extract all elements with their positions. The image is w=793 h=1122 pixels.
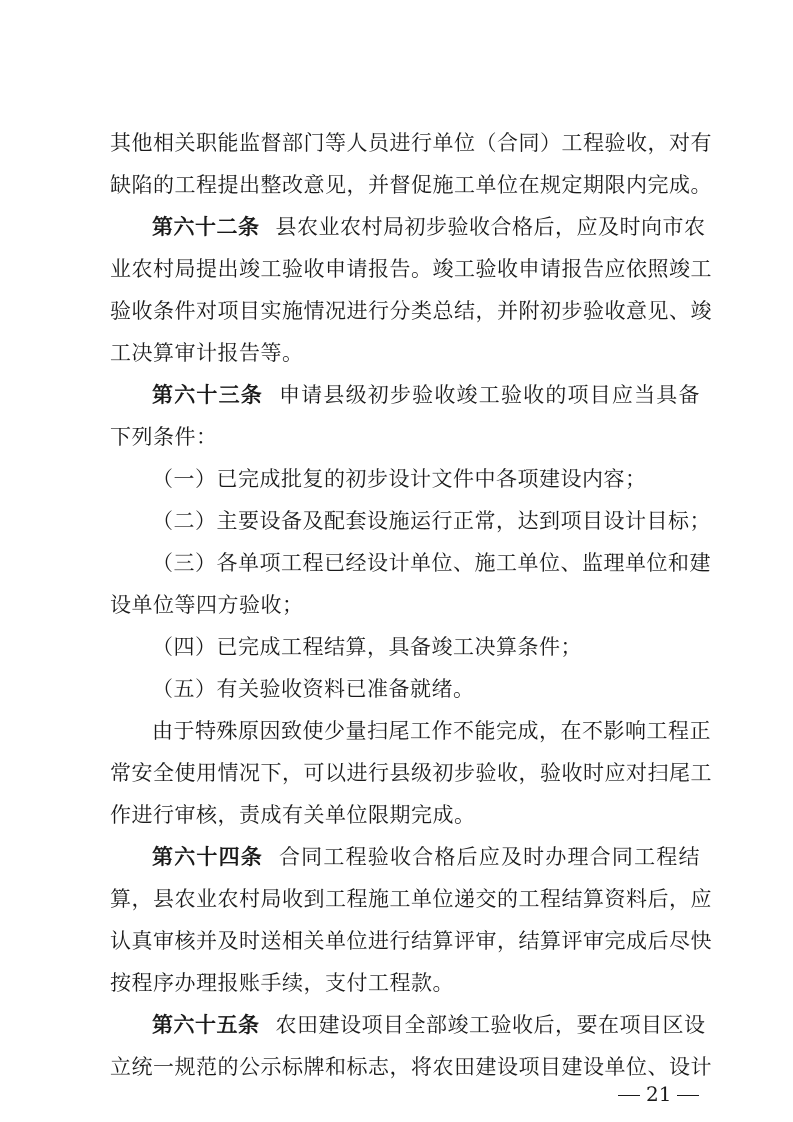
article-text: 县农业农村局初步验收合格后，应及时向市农 (275, 215, 706, 239)
body-line: 其他相关职能监督部门等人员进行单位（合同）工程验收，对有 (110, 131, 712, 155)
body-line: 作进行审核，责成有关单位限期完成。 (110, 803, 476, 827)
article-title: 第六十三条 (152, 382, 263, 407)
article-text: 合同工程验收合格后应及时办理合同工程结 (278, 845, 701, 869)
list-item: （四）已完成工程结算，具备竣工决算条件； (152, 635, 582, 659)
article-64 (152, 838, 700, 876)
body-line: 缺陷的工程提出整改意见，并督促施工单位在规定期限内完成。 (110, 173, 712, 197)
article-title: 第六十四条 (152, 844, 263, 869)
body-line: 算，县农业农村局收到工程施工单位递交的工程结算资料后，应 (110, 887, 712, 911)
article-title: 第六十五条 (152, 1012, 260, 1037)
body-line: 由于特殊原因致使少量扫尾工作不能完成，在不影响工程正 (152, 719, 711, 743)
article-63 (152, 376, 700, 414)
article-62 (152, 208, 706, 246)
list-item: （一）已完成批复的初步设计文件中各项建设内容； (152, 467, 647, 491)
body-line: 工决算审计报告等。 (110, 341, 304, 365)
body-line: 下列条件： (110, 425, 218, 449)
body-line: 认真审核并及时送相关单位进行结算评审，结算评审完成后尽快 (110, 929, 712, 953)
body-line: 验收条件对项目实施情况进行分类总结，并附初步验收意见、竣 (110, 299, 712, 323)
article-title: 第六十二条 (152, 214, 260, 239)
list-item: （三）各单项工程已经设计单位、施工单位、监理单位和建 (152, 551, 711, 575)
article-text: 申请县级初步验收竣工验收的项目应当具备 (278, 383, 701, 407)
body-line: 设单位等四方验收； (110, 593, 304, 617)
body-line: 按程序办理报账手续，支付工程款。 (110, 971, 454, 995)
body-line: 常安全使用情况下，可以进行县级初步验收，验收时应对扫尾工 (110, 761, 712, 785)
list-item: （五）有关验收资料已准备就绪。 (152, 677, 475, 701)
list-item: （二）主要设备及配套设施运行正常，达到项目设计目标； (152, 509, 711, 533)
page-number: 21 (646, 1082, 672, 1106)
dash-left (618, 1095, 640, 1096)
body-line: 立统一规范的公示标牌和标志，将农田建设项目建设单位、设计 (110, 1055, 712, 1079)
dash-right (677, 1095, 699, 1096)
article-65 (152, 1006, 706, 1044)
article-text: 农田建设项目全部竣工验收后，要在项目区设 (275, 1013, 706, 1037)
body-line: 业农村局提出竣工验收申请报告。竣工验收申请报告应依照竣工 (110, 257, 712, 281)
